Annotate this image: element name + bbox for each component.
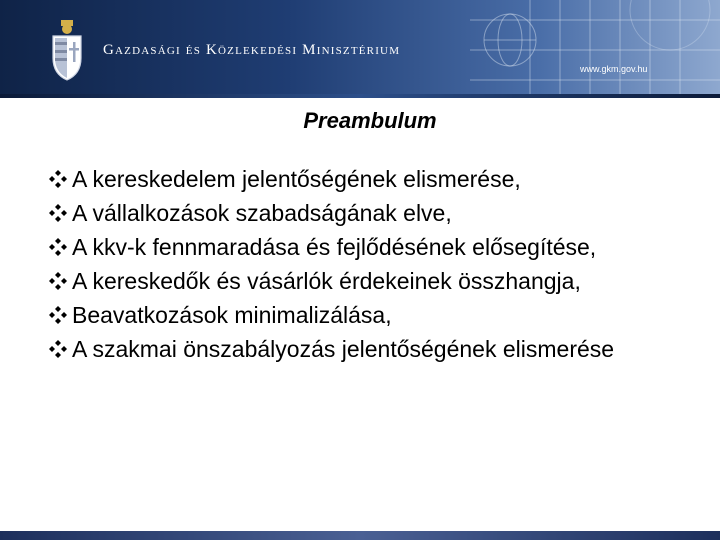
bullet-text: A vállalkozások szabadságának elve, xyxy=(72,200,452,226)
bullet-item xyxy=(48,162,670,196)
diamond-bullet-icon xyxy=(48,305,68,325)
bullet-list xyxy=(48,162,670,366)
diamond-bullet-icon xyxy=(48,271,68,291)
slide-title: Preambulum xyxy=(303,108,437,133)
bullet-text: A szakmai önszabályozás jelentőségének elismerése xyxy=(72,336,615,362)
diamond-bullet-icon xyxy=(48,339,68,359)
bullet-item xyxy=(48,196,670,230)
bullet-item xyxy=(48,264,670,298)
header-banner xyxy=(0,0,720,98)
footer-bar xyxy=(0,531,720,540)
bullet-text: Beavatkozások minimalizálása, xyxy=(72,302,392,328)
hungarian-coat-of-arms-icon xyxy=(50,18,84,82)
bullet-text: A kereskedők és vásárlók érdekeinek összhangja, xyxy=(72,268,581,294)
decorative-globe-grid xyxy=(470,0,720,94)
diamond-bullet-icon xyxy=(48,169,68,189)
website-link[interactable]: www.gkm.gov.hu xyxy=(580,64,648,74)
ministry-name: Gazdasági és Közlekedési Minisztérium xyxy=(103,42,401,58)
diamond-bullet-icon xyxy=(48,203,68,223)
bullet-text: A kkv-k fennmaradása és fejlődésének elősegítése, xyxy=(72,234,597,260)
bullet-item xyxy=(48,298,670,332)
bullet-item xyxy=(48,230,670,264)
bullet-text: A kereskedelem jelentőségének elismerése, xyxy=(72,166,521,192)
banner-divider xyxy=(0,94,720,98)
diamond-bullet-icon xyxy=(48,237,68,257)
bullet-item xyxy=(48,332,670,366)
